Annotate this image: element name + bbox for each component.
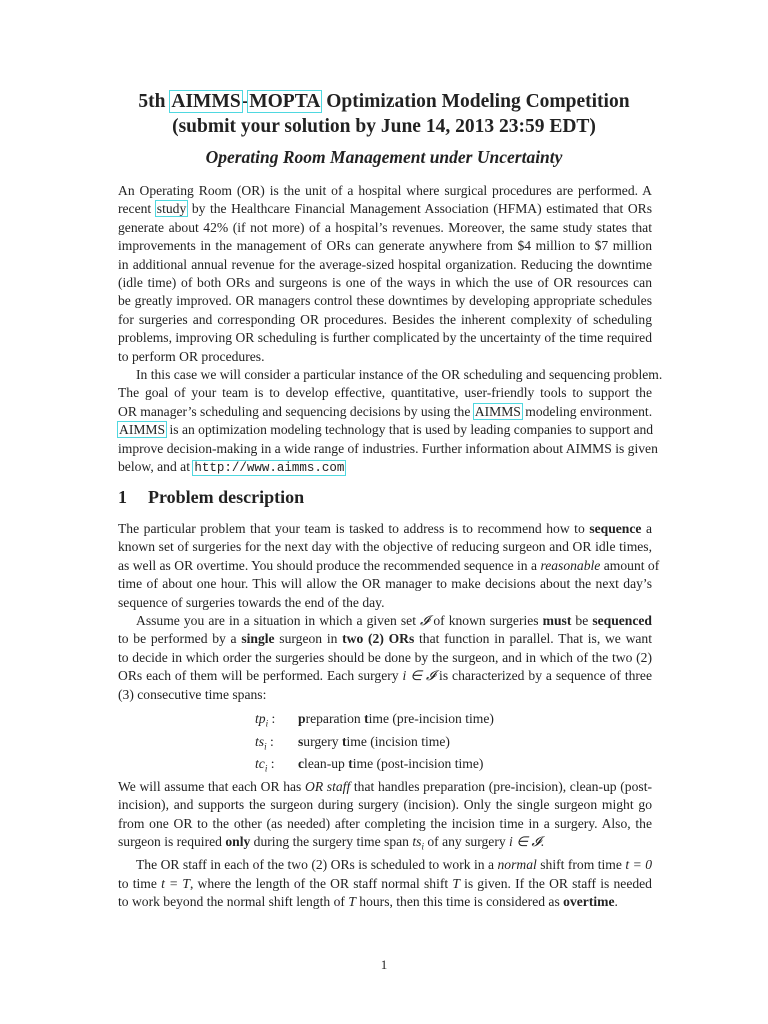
text-run: surgeon is required [118,834,226,850]
bold-initial: s [298,733,304,749]
definition-text [298,710,494,733]
definition-row [255,733,494,756]
subtitle-block [0,146,768,168]
text-run: is given. If the OR staff is needed [459,875,652,891]
text-run: below, and at [118,459,194,475]
text-line: (idle time) of both ORs and surgeons is one of the ways in which the use of OR resources can [118,275,652,291]
study-link[interactable]: study [156,201,187,217]
term-subscript: i [264,764,268,775]
bold-term: sequence [589,521,642,536]
text-run: hours, then this time is considered as [355,894,564,910]
text-line: for surgeries and corresponding OR procedures. Besides the inherent complexity of scheduling [118,311,652,327]
text-run: , where the length of the OR staff normal shift [189,875,453,891]
text-run: Assume you are in a situation in which a given set [136,613,421,629]
problem-paragraph-3 [118,778,652,856]
text-line [118,833,652,856]
text-run: OR manager’s scheduling and sequencing decisions by using the [118,403,474,419]
text-run: that handles preparation (pre-incision), clean-up (post- [350,779,652,794]
text-run: ime (incision time) [346,733,450,749]
term-symbol: ts [255,733,265,749]
text-run: during the surgery time span [250,834,413,850]
text-run: be [571,613,593,629]
math-symbol: T [348,894,356,910]
text-run: of known surgeries [429,613,543,629]
text-run: shift from time [536,857,626,873]
text-line [118,421,652,439]
text-line [118,403,652,421]
title-hyphen: - [241,91,249,112]
bold-term: two (2) ORs [342,631,415,647]
text-run: to work beyond the normal shift length of [118,894,349,910]
text-run: to be performed by a [118,631,242,647]
math-subscript: i [421,841,424,852]
text-run: recent [118,201,156,217]
section-number: 1 [118,487,127,507]
definition-term [255,733,298,756]
definition-text [298,755,483,778]
bold-initial: c [298,756,305,772]
title-suffix: Optimization Modeling Competition [321,91,630,112]
math-symbol: 𝓘 [420,613,430,629]
definition-term [255,755,298,778]
problem-paragraph-2 [118,612,652,704]
text-line [118,875,652,893]
bold-initial: t [348,756,353,772]
bold-initial: t [364,711,369,726]
text-line: time of about one hour. This will allow the OR manager to make decisions about the next day’s [118,576,652,592]
text-run: We will assume that each OR has [118,779,305,794]
aimms-url-link[interactable]: http://www.aimms.com [194,461,345,476]
math-symbol: ts [412,834,422,850]
text-line: from one OR to the other (as needed) after completing the incision time in a surgery. Also, the [118,815,652,831]
time-span-definitions [255,710,494,778]
text-line: generate about 42% (if not more) of a hospital’s revenues. Moreover, the same study states that [118,219,652,235]
submission-deadline: (submit your solution by June 14, 2013 23:59 EDT) [172,116,596,137]
text-line [118,667,652,685]
text-run: reparation [305,711,365,726]
term-colon: : [271,711,276,726]
math-expression: i ∈ 𝓘 [509,834,541,850]
term-symbol: tc [255,756,265,772]
text-line: improve decision-making in a wide range of industries. Further information about AIMMS is given [118,440,658,456]
bold-term: sequenced [592,613,652,629]
text-run: is an optimization modeling technology that is used by leading companies to support and [166,422,654,438]
definition-term [255,710,298,733]
intro-paragraph-2 [118,366,663,477]
text-run: ime (pre-incision time) [368,711,494,726]
term-subscript: i [265,718,269,729]
text-line: An Operating Room (OR) is the unit of a hospital where surgical procedures are performed. A [118,183,652,198]
text-line [118,630,652,648]
problem-description-body [118,520,660,704]
term-symbol: tp [255,711,266,726]
italic-term: OR staff [305,779,351,794]
text-line [118,520,652,538]
text-line: to perform OR procedures. [118,348,265,364]
math-symbol: T [452,875,460,891]
math-expression: t = T [161,875,190,891]
text-run: amount of [600,557,660,573]
text-line [118,458,652,477]
italic-term: normal [497,857,537,873]
text-run: ime (post-incision time) [352,756,484,772]
title-block [0,89,768,139]
document-subtitle: Operating Room Management under Uncertainty [205,147,563,167]
problem-paragraph-1 [118,520,660,612]
text-line: to decide in which order the surgeries should be done by the surgeon, and in which of the two (2) [118,649,652,665]
bold-term: overtime [563,894,615,910]
term-colon: : [270,733,274,749]
bold-initial: t [341,733,347,749]
bold-term: only [225,834,251,850]
page-number: 1 [380,957,388,972]
mopta-title-link[interactable]: MOPTA [249,91,321,112]
bold-term: must [542,613,572,629]
text-line: improvements in the management of ORs can generate anywhere from $4 million to $7 million [118,238,652,254]
problem-paragraph-4 [118,856,652,911]
text-line: known set of surgeries for the next day with the objective of reducing surgeon and OR idle times, [118,539,652,555]
definition-row [255,710,494,733]
text-line [118,893,652,911]
text-run: ORs each of them will be performed. Each surgery [118,668,403,684]
text-line [118,612,652,630]
text-run: a [641,521,652,536]
text-line: In this case we will consider a particular instance of the OR scheduling and sequencing problem. [136,367,663,383]
text-line [118,856,652,874]
text-run: surgeon in [274,631,343,647]
term-colon: : [270,756,275,772]
text-line: problems, improving OR scheduling is further complicated by the uncertainty of the time required [118,330,652,346]
bold-initial: p [298,711,306,726]
text-line: in additional annual revenue for the average-sized hospital organization. Reducing the downtime [118,256,652,272]
bold-term: single [241,631,275,647]
intro-paragraph-1 [118,182,652,366]
text-line [118,778,652,796]
text-line: sequence of surgeries towards the end of the day. [118,594,385,610]
text-run: is characterized by a sequence of three [435,668,652,684]
section-title: Problem description [148,487,305,507]
section-heading-problem-description [118,486,304,508]
text-line: The goal of your team is to develop effective, quantitative, user-friendly tools to support the [118,385,652,401]
definition-text [298,733,450,756]
text-run: The OR staff in each of the two (2) ORs is scheduled to work in a [136,857,498,873]
text-run: that function in parallel. That is, we want [414,631,652,647]
text-line: (3) consecutive time spans: [118,686,267,702]
aimms-link-2[interactable]: AIMMS [119,422,166,438]
italic-term: reasonable [540,557,601,573]
text-run: lean-up [304,756,349,772]
text-line: incision), and supports the surgeon during surgery (incision). Only the single surgeon might go [118,797,652,813]
term-subscript: i [264,741,267,752]
text-run: modeling environment. [521,403,653,419]
math-expression: t = 0 [625,857,652,873]
intro-section [118,182,663,478]
competition-title [0,89,768,114]
text-run: as well as OR overtime. You should produce the recommended sequence in a [118,557,541,573]
text-line [118,557,660,575]
text-run: by the Healthcare Financial Management Association (HFMA) estimated that ORs [187,201,652,217]
text-line [118,200,652,218]
title-prefix: 5th [138,91,171,112]
definition-row [255,755,494,778]
aimms-title-link[interactable]: AIMMS [171,91,241,112]
text-run: . [540,834,545,850]
text-run: of any surgery [423,834,510,850]
problem-description-body-continued [118,778,652,912]
text-run: . [614,894,618,910]
math-expression: i ∈ 𝓘 [402,668,436,684]
text-line: be greatly improved. OR managers control these downtimes by developing appropriate schedules [118,293,652,309]
text-run: to time [118,875,162,891]
text-run: The particular problem that your team is tasked to address is to recommend how to [118,521,590,536]
text-run: urgery [303,733,342,749]
aimms-link[interactable]: AIMMS [474,403,521,419]
